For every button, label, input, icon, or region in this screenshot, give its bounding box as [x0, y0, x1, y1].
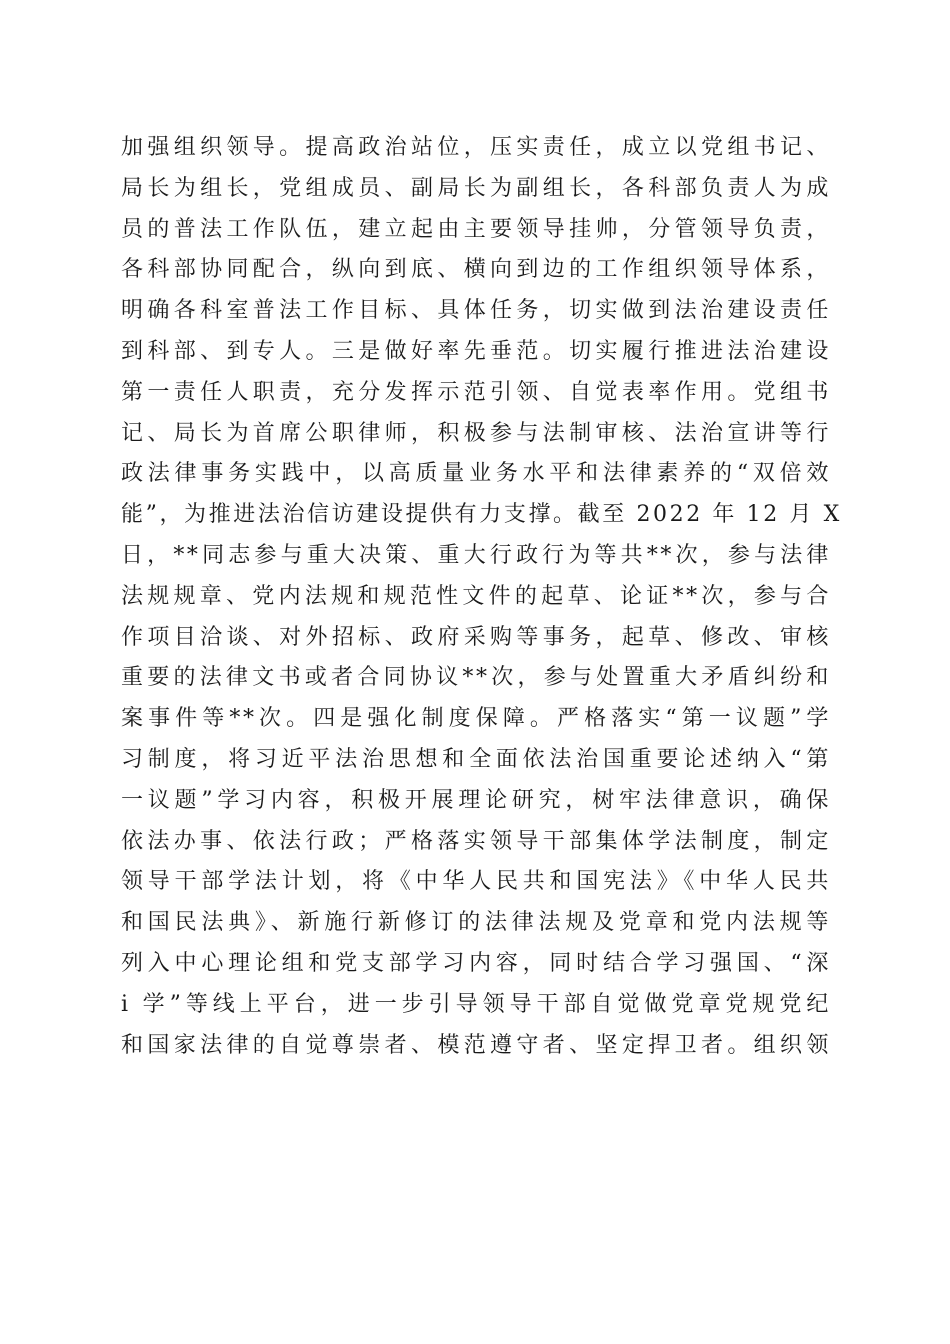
text-line: 和国民法典》、新施行新修订的法律法规及党章和党内法规等 — [121, 910, 831, 936]
text-line: 重要的法律文书或者合同协议**次，参与处置重大矛盾纠纷和 — [121, 665, 831, 691]
text-line: 列入中心理论组和党支部学习内容，同时结合学习强国、“深 — [121, 950, 831, 976]
text-line: 员的普法工作队伍，建立起由主要领导挂帅，分管领导负责， — [121, 216, 831, 242]
text-line: 习制度，将习近平法治思想和全面依法治国重要论述纳入“第 — [121, 746, 831, 772]
text-line: 作项目洽谈、对外招标、政府采购等事务，起草、修改、审核 — [121, 624, 831, 650]
text-line: i 学”等线上平台，进一步引导领导干部自觉做党章党规党纪 — [121, 991, 831, 1017]
text-line: 明确各科室普法工作目标、具体任务，切实做到法治建设责任 — [121, 298, 831, 324]
text-line: 一议题”学习内容，积极开展理论研究，树牢法律意识，确保 — [121, 787, 831, 813]
text-line: 到科部、到专人。三是做好率先垂范。切实履行推进法治建设 — [121, 338, 831, 364]
text-line: 能”，为推进法治信访建设提供有力支撑。截至 2022 年 12 月 X — [121, 502, 842, 528]
text-line: 各科部协同配合，纵向到底、横向到边的工作组织领导体系， — [121, 257, 831, 283]
text-line: 局长为组长，党组成员、副局长为副组长，各科部负责人为成 — [121, 175, 831, 201]
text-line: 日，**同志参与重大决策、重大行政行为等共**次，参与法律 — [121, 542, 831, 568]
text-line: 第一责任人职责，充分发挥示范引领、自觉表率作用。党组书 — [121, 379, 831, 405]
text-line: 加强组织领导。提高政治站位，压实责任，成立以党组书记、 — [121, 135, 831, 160]
text-line: 依法办事、依法行政；严格落实领导干部集体学法制度，制定 — [121, 828, 831, 854]
text-line: 法规规章、党内法规和规范性文件的起草、论证**次，参与合 — [121, 583, 831, 609]
text-line: 记、局长为首席公职律师，积极参与法制审核、法治宣讲等行 — [121, 420, 831, 446]
body-text — [121, 128, 842, 1066]
text-line: 政法律事务实践中，以高质量业务水平和法律素养的“双倍效 — [121, 461, 831, 487]
text-line: 领导干部学法计划，将《中华人民共和国宪法》《中华人民共 — [121, 869, 831, 895]
text-line: 案事件等**次。四是强化制度保障。严格落实“第一议题”学 — [121, 706, 831, 732]
text-line: 和国家法律的自觉尊崇者、模范遵守者、坚定捍卫者。组织领 — [121, 1032, 831, 1058]
